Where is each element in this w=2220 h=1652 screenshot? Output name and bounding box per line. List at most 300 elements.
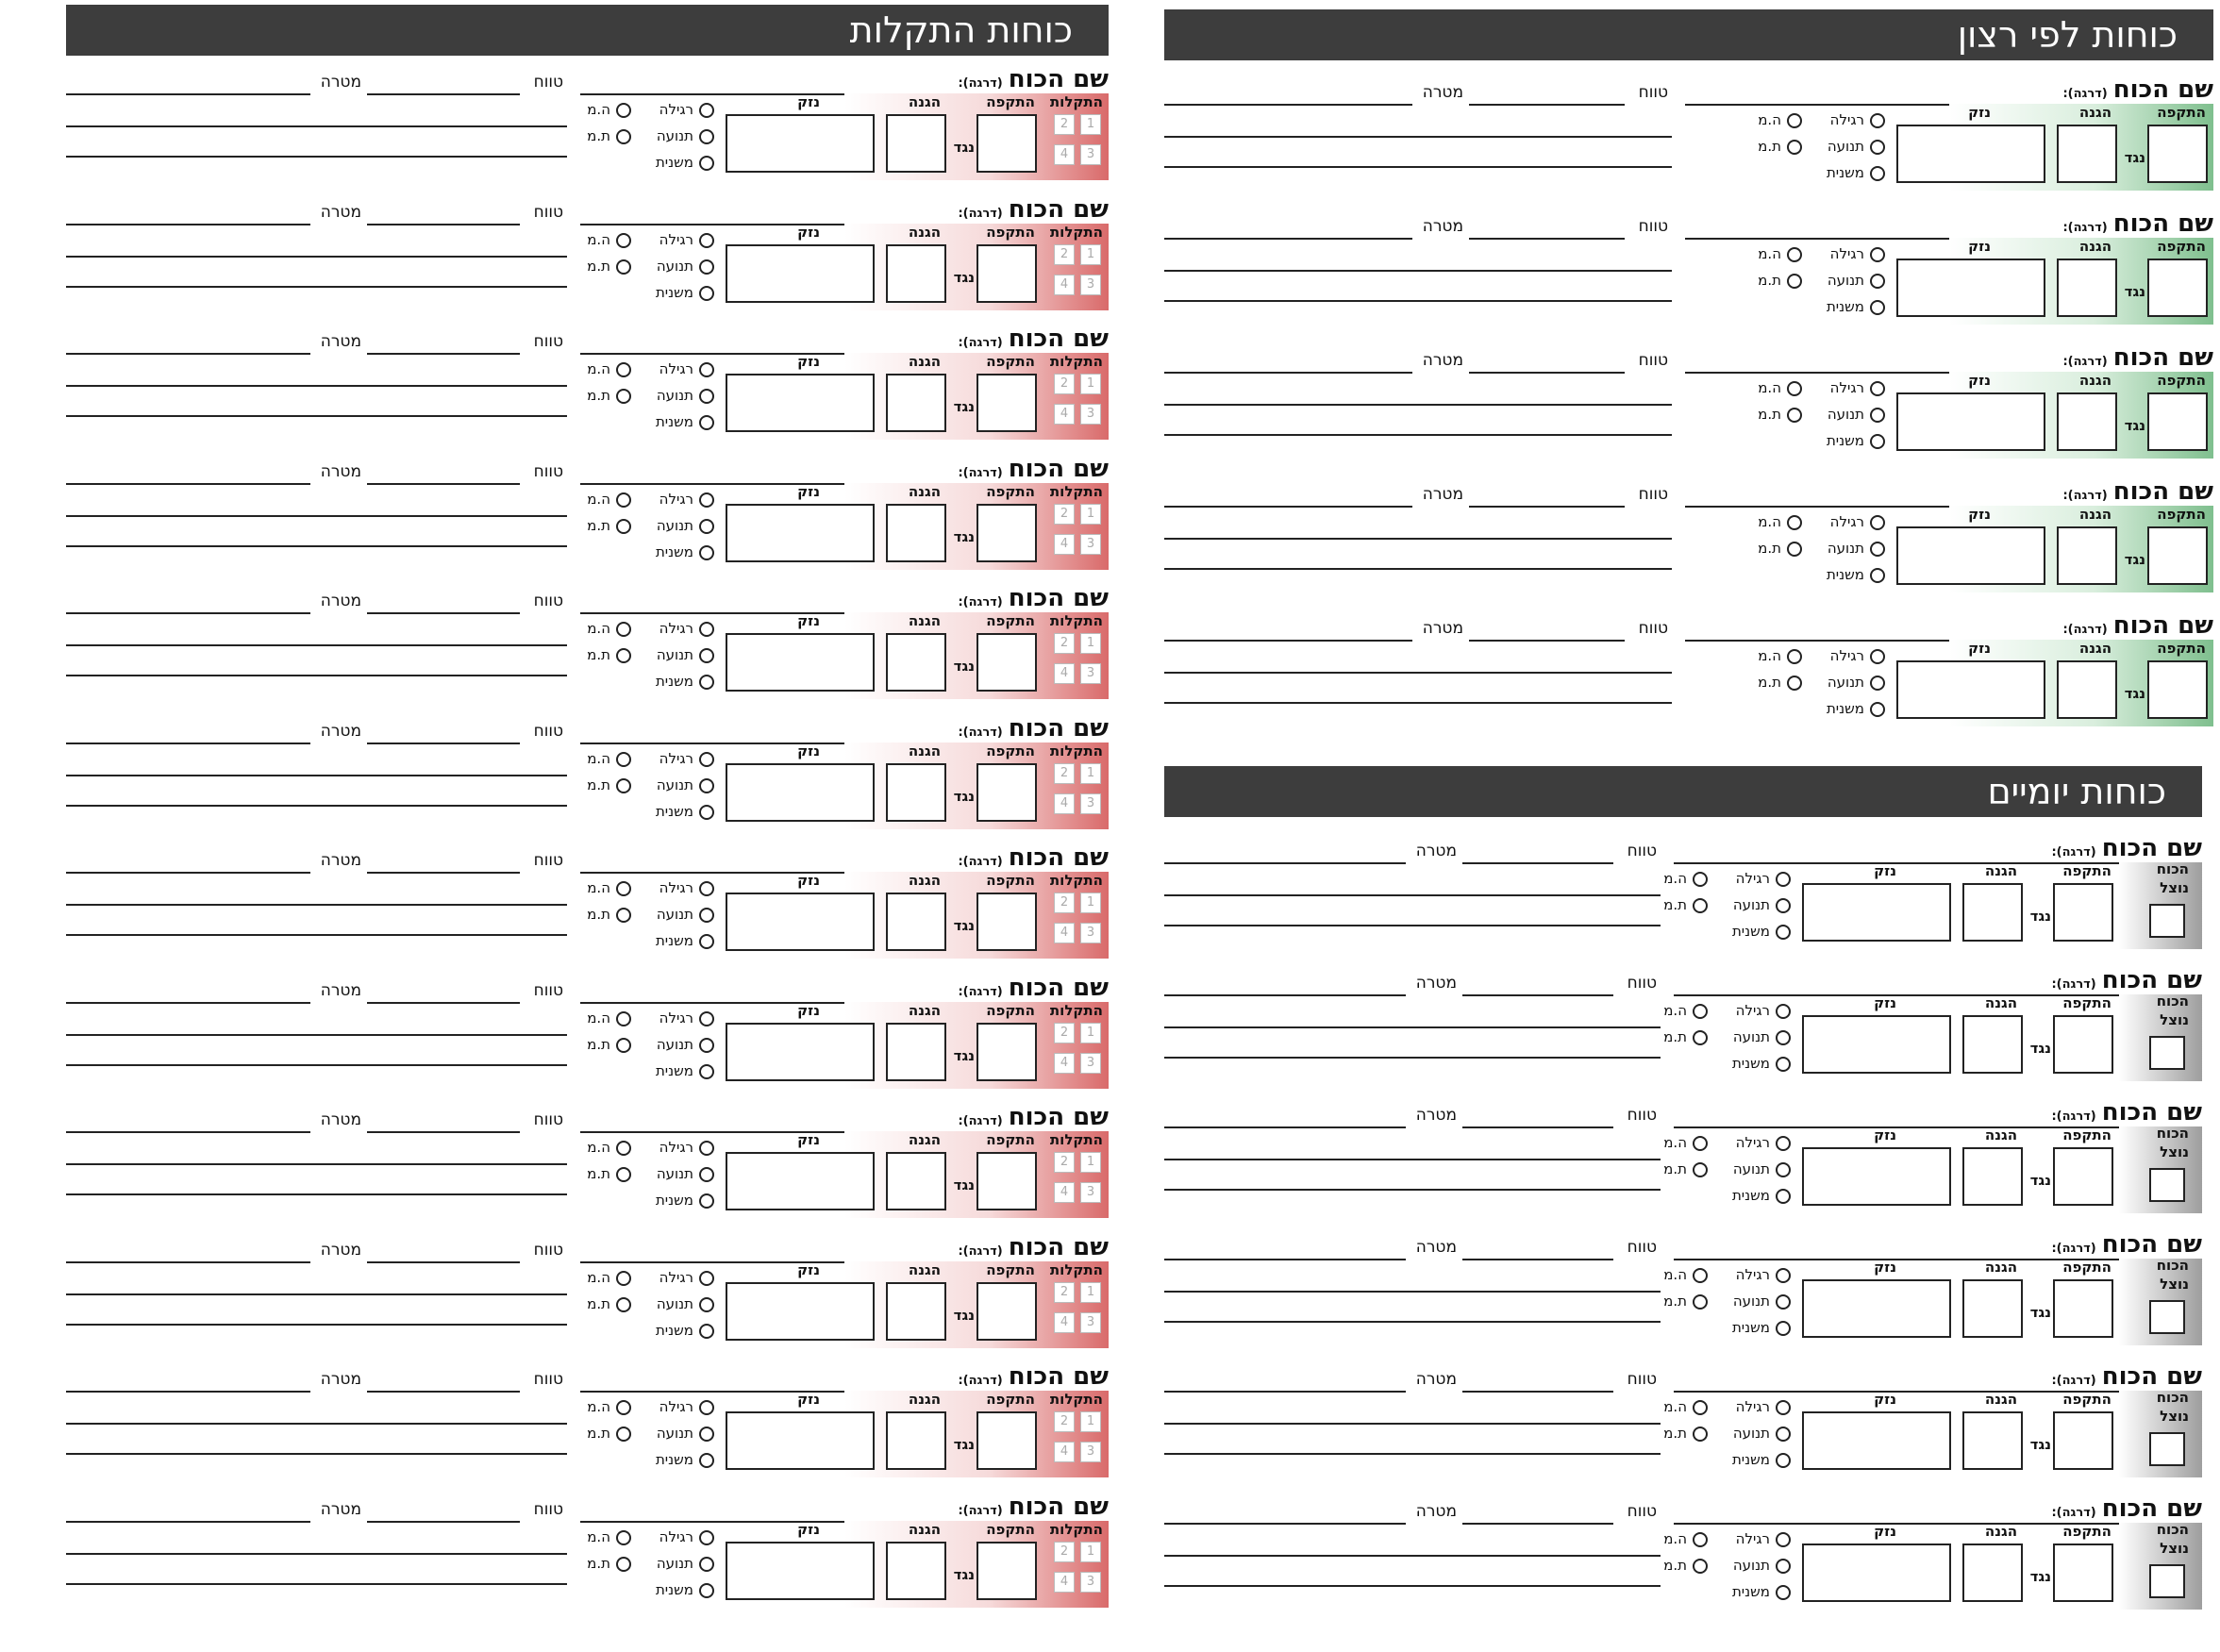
power-name-field[interactable] xyxy=(1685,477,2213,508)
use-checkbox[interactable]: 2 xyxy=(1054,1152,1075,1173)
action-standard-radio[interactable] xyxy=(1693,872,1708,887)
range-field[interactable] xyxy=(367,457,520,485)
action-standard-radio[interactable] xyxy=(1787,113,1802,128)
action-minor-abbr-radio[interactable] xyxy=(1787,542,1802,557)
effect-line[interactable] xyxy=(1164,1057,1661,1059)
action-minor-radio[interactable] xyxy=(699,415,714,430)
action-move-radio[interactable] xyxy=(699,1427,714,1442)
action-minor-radio[interactable] xyxy=(1776,1321,1791,1336)
action-minor-radio[interactable] xyxy=(699,1583,714,1598)
power-name-field[interactable] xyxy=(580,1362,1109,1393)
effect-line[interactable] xyxy=(66,1553,567,1555)
use-checkbox[interactable]: 3 xyxy=(1080,923,1101,943)
action-move-radio[interactable] xyxy=(1870,274,1885,289)
action-regular-radio[interactable] xyxy=(699,492,714,508)
damage-box[interactable] xyxy=(1802,1544,1951,1602)
target-field[interactable] xyxy=(1164,1496,1406,1525)
action-regular-radio[interactable] xyxy=(1776,1136,1791,1151)
attack-box[interactable] xyxy=(2053,1147,2113,1206)
defense-box[interactable] xyxy=(2057,259,2117,317)
damage-box[interactable] xyxy=(1802,883,1951,942)
use-checkbox[interactable]: 2 xyxy=(1054,504,1075,525)
effect-line[interactable] xyxy=(1164,702,1672,704)
action-standard-radio[interactable] xyxy=(616,492,631,508)
power-used-checkbox[interactable] xyxy=(2149,1036,2185,1070)
use-checkbox[interactable]: 3 xyxy=(1080,1442,1101,1462)
range-field[interactable] xyxy=(367,716,520,744)
power-used-checkbox[interactable] xyxy=(2149,1168,2185,1202)
effect-line[interactable] xyxy=(1164,1026,1661,1028)
defense-box[interactable] xyxy=(886,633,946,692)
action-move-radio[interactable] xyxy=(1870,676,1885,691)
defense-box[interactable] xyxy=(886,1023,946,1081)
action-minor-radio[interactable] xyxy=(1776,925,1791,940)
use-checkbox[interactable]: 1 xyxy=(1080,1023,1101,1043)
range-field[interactable] xyxy=(1462,1364,1613,1393)
range-field[interactable] xyxy=(367,197,520,225)
use-checkbox[interactable]: 4 xyxy=(1054,1053,1075,1074)
action-regular-radio[interactable] xyxy=(699,622,714,637)
use-checkbox[interactable]: 3 xyxy=(1080,1053,1101,1074)
action-minor-abbr-radio[interactable] xyxy=(616,648,631,663)
power-name-field[interactable] xyxy=(1674,1494,2202,1525)
action-minor-radio[interactable] xyxy=(1776,1189,1791,1204)
action-minor-radio[interactable] xyxy=(1776,1057,1791,1072)
target-field[interactable] xyxy=(1164,211,1412,240)
use-checkbox[interactable]: 2 xyxy=(1054,893,1075,913)
range-field[interactable] xyxy=(367,1105,520,1133)
action-regular-radio[interactable] xyxy=(1776,1268,1791,1283)
action-move-radio[interactable] xyxy=(699,259,714,275)
use-checkbox[interactable]: 3 xyxy=(1080,404,1101,425)
effect-line[interactable] xyxy=(1164,1189,1661,1191)
action-regular-radio[interactable] xyxy=(699,1400,714,1415)
effect-line[interactable] xyxy=(66,1453,567,1455)
range-field[interactable] xyxy=(1469,613,1625,642)
effect-line[interactable] xyxy=(1164,1555,1661,1557)
target-field[interactable] xyxy=(66,976,310,1004)
action-move-radio[interactable] xyxy=(699,1297,714,1312)
action-minor-abbr-radio[interactable] xyxy=(1693,1162,1708,1177)
target-field[interactable] xyxy=(66,845,310,874)
use-checkbox[interactable]: 3 xyxy=(1080,1182,1101,1203)
effect-line[interactable] xyxy=(1164,894,1661,896)
power-name-field[interactable] xyxy=(1674,1098,2202,1128)
action-minor-abbr-radio[interactable] xyxy=(616,1427,631,1442)
defense-box[interactable] xyxy=(886,893,946,951)
action-regular-radio[interactable] xyxy=(699,1530,714,1545)
defense-box[interactable] xyxy=(886,374,946,432)
defense-box[interactable] xyxy=(2057,660,2117,719)
action-standard-radio[interactable] xyxy=(616,1530,631,1545)
effect-line[interactable] xyxy=(66,256,567,258)
action-move-radio[interactable] xyxy=(699,129,714,144)
effect-line[interactable] xyxy=(66,675,567,676)
defense-box[interactable] xyxy=(1962,1147,2023,1206)
attack-box[interactable] xyxy=(976,374,1037,432)
action-regular-radio[interactable] xyxy=(1776,1532,1791,1547)
target-field[interactable] xyxy=(66,586,310,614)
attack-box[interactable] xyxy=(2147,125,2208,183)
effect-line[interactable] xyxy=(66,934,567,936)
effect-line[interactable] xyxy=(66,286,567,288)
action-minor-abbr-radio[interactable] xyxy=(616,519,631,534)
power-name-field[interactable] xyxy=(580,714,1109,744)
effect-line[interactable] xyxy=(1164,1423,1661,1425)
power-name-field[interactable] xyxy=(580,1103,1109,1133)
effect-line[interactable] xyxy=(1164,136,1672,138)
damage-box[interactable] xyxy=(1802,1411,1951,1470)
action-regular-radio[interactable] xyxy=(1870,113,1885,128)
target-field[interactable] xyxy=(66,197,310,225)
use-checkbox[interactable]: 4 xyxy=(1054,1312,1075,1333)
action-regular-radio[interactable] xyxy=(699,362,714,377)
attack-box[interactable] xyxy=(976,114,1037,173)
target-field[interactable] xyxy=(66,1364,310,1393)
damage-box[interactable] xyxy=(726,114,875,173)
use-checkbox[interactable]: 4 xyxy=(1054,534,1075,555)
damage-box[interactable] xyxy=(1802,1015,1951,1074)
action-regular-radio[interactable] xyxy=(1870,381,1885,396)
action-minor-radio[interactable] xyxy=(1870,434,1885,449)
target-field[interactable] xyxy=(1164,1100,1406,1128)
action-standard-radio[interactable] xyxy=(1787,515,1802,530)
use-checkbox[interactable]: 4 xyxy=(1054,404,1075,425)
damage-box[interactable] xyxy=(1896,259,2045,317)
target-field[interactable] xyxy=(1164,613,1412,642)
damage-box[interactable] xyxy=(726,244,875,303)
action-standard-radio[interactable] xyxy=(1693,1532,1708,1547)
use-checkbox[interactable]: 2 xyxy=(1054,763,1075,784)
range-field[interactable] xyxy=(367,976,520,1004)
use-checkbox[interactable]: 4 xyxy=(1054,1442,1075,1462)
action-standard-radio[interactable] xyxy=(1693,1004,1708,1019)
action-regular-radio[interactable] xyxy=(1776,872,1791,887)
action-standard-radio[interactable] xyxy=(616,233,631,248)
action-standard-radio[interactable] xyxy=(616,622,631,637)
target-field[interactable] xyxy=(1164,1232,1406,1260)
effect-line[interactable] xyxy=(66,1293,567,1295)
damage-box[interactable] xyxy=(726,1152,875,1210)
action-minor-radio[interactable] xyxy=(1870,300,1885,315)
action-move-radio[interactable] xyxy=(1776,1559,1791,1574)
power-name-field[interactable] xyxy=(580,584,1109,614)
damage-box[interactable] xyxy=(726,893,875,951)
use-checkbox[interactable]: 1 xyxy=(1080,114,1101,135)
effect-line[interactable] xyxy=(66,1324,567,1326)
attack-box[interactable] xyxy=(976,1542,1037,1600)
action-move-radio[interactable] xyxy=(699,1167,714,1182)
target-field[interactable] xyxy=(1164,836,1406,864)
attack-box[interactable] xyxy=(2147,392,2208,451)
action-minor-abbr-radio[interactable] xyxy=(1787,676,1802,691)
power-name-field[interactable] xyxy=(580,974,1109,1004)
action-move-radio[interactable] xyxy=(1776,1030,1791,1045)
action-minor-radio[interactable] xyxy=(699,1324,714,1339)
power-name-field[interactable] xyxy=(1674,1362,2202,1393)
attack-box[interactable] xyxy=(976,244,1037,303)
attack-box[interactable] xyxy=(2053,883,2113,942)
target-field[interactable] xyxy=(66,457,310,485)
use-checkbox[interactable]: 1 xyxy=(1080,504,1101,525)
use-checkbox[interactable]: 4 xyxy=(1054,793,1075,814)
action-standard-radio[interactable] xyxy=(616,1271,631,1286)
use-checkbox[interactable]: 4 xyxy=(1054,1182,1075,1203)
action-minor-abbr-radio[interactable] xyxy=(1787,140,1802,155)
use-checkbox[interactable]: 2 xyxy=(1054,1023,1075,1043)
target-field[interactable] xyxy=(66,67,310,95)
damage-box[interactable] xyxy=(1896,660,2045,719)
action-regular-radio[interactable] xyxy=(1870,649,1885,664)
range-field[interactable] xyxy=(1469,479,1625,508)
action-minor-abbr-radio[interactable] xyxy=(1693,1030,1708,1045)
effect-line[interactable] xyxy=(66,1583,567,1585)
use-checkbox[interactable]: 4 xyxy=(1054,923,1075,943)
use-checkbox[interactable]: 3 xyxy=(1080,1572,1101,1593)
action-regular-radio[interactable] xyxy=(699,1141,714,1156)
target-field[interactable] xyxy=(66,1105,310,1133)
defense-box[interactable] xyxy=(2057,392,2117,451)
use-checkbox[interactable]: 3 xyxy=(1080,663,1101,684)
use-checkbox[interactable]: 2 xyxy=(1054,1542,1075,1562)
action-move-radio[interactable] xyxy=(699,519,714,534)
attack-box[interactable] xyxy=(2053,1015,2113,1074)
range-field[interactable] xyxy=(1462,1496,1613,1525)
damage-box[interactable] xyxy=(726,1282,875,1341)
use-checkbox[interactable]: 4 xyxy=(1054,144,1075,165)
power-name-field[interactable] xyxy=(1685,209,2213,240)
target-field[interactable] xyxy=(66,326,310,355)
defense-box[interactable] xyxy=(886,114,946,173)
effect-line[interactable] xyxy=(1164,538,1672,540)
use-checkbox[interactable]: 3 xyxy=(1080,534,1101,555)
use-checkbox[interactable]: 2 xyxy=(1054,244,1075,265)
effect-line[interactable] xyxy=(66,775,567,776)
attack-box[interactable] xyxy=(2147,259,2208,317)
defense-box[interactable] xyxy=(1962,883,2023,942)
attack-box[interactable] xyxy=(2053,1411,2113,1470)
action-move-radio[interactable] xyxy=(699,389,714,404)
use-checkbox[interactable]: 2 xyxy=(1054,374,1075,394)
use-checkbox[interactable]: 2 xyxy=(1054,1411,1075,1432)
action-minor-abbr-radio[interactable] xyxy=(616,778,631,793)
effect-line[interactable] xyxy=(1164,1159,1661,1160)
use-checkbox[interactable]: 3 xyxy=(1080,275,1101,295)
power-name-field[interactable] xyxy=(580,1233,1109,1263)
action-minor-abbr-radio[interactable] xyxy=(1693,1559,1708,1574)
range-field[interactable] xyxy=(367,67,520,95)
action-standard-radio[interactable] xyxy=(1787,381,1802,396)
target-field[interactable] xyxy=(1164,345,1412,374)
use-checkbox[interactable]: 1 xyxy=(1080,763,1101,784)
range-field[interactable] xyxy=(367,1364,520,1393)
action-standard-radio[interactable] xyxy=(1787,247,1802,262)
action-standard-radio[interactable] xyxy=(1693,1268,1708,1283)
action-minor-radio[interactable] xyxy=(699,1193,714,1209)
attack-box[interactable] xyxy=(976,1023,1037,1081)
range-field[interactable] xyxy=(367,586,520,614)
action-minor-abbr-radio[interactable] xyxy=(616,1297,631,1312)
action-minor-abbr-radio[interactable] xyxy=(1693,898,1708,913)
power-used-checkbox[interactable] xyxy=(2149,904,2185,938)
action-minor-abbr-radio[interactable] xyxy=(616,389,631,404)
damage-box[interactable] xyxy=(726,1542,875,1600)
use-checkbox[interactable]: 1 xyxy=(1080,244,1101,265)
use-checkbox[interactable]: 2 xyxy=(1054,633,1075,654)
effect-line[interactable] xyxy=(66,1193,567,1195)
action-minor-radio[interactable] xyxy=(1870,568,1885,583)
action-minor-radio[interactable] xyxy=(699,675,714,690)
attack-box[interactable] xyxy=(976,633,1037,692)
effect-line[interactable] xyxy=(1164,434,1672,436)
action-regular-radio[interactable] xyxy=(1776,1004,1791,1019)
target-field[interactable] xyxy=(66,1494,310,1523)
power-used-checkbox[interactable] xyxy=(2149,1300,2185,1334)
range-field[interactable] xyxy=(367,1235,520,1263)
power-name-field[interactable] xyxy=(1674,966,2202,996)
action-minor-abbr-radio[interactable] xyxy=(616,1167,631,1182)
action-standard-radio[interactable] xyxy=(616,1011,631,1026)
effect-line[interactable] xyxy=(66,644,567,646)
use-checkbox[interactable]: 3 xyxy=(1080,793,1101,814)
attack-box[interactable] xyxy=(976,1282,1037,1341)
defense-box[interactable] xyxy=(886,1411,946,1470)
attack-box[interactable] xyxy=(976,1411,1037,1470)
action-move-radio[interactable] xyxy=(1870,140,1885,155)
power-name-field[interactable] xyxy=(1685,75,2213,106)
target-field[interactable] xyxy=(66,1235,310,1263)
action-move-radio[interactable] xyxy=(699,648,714,663)
action-minor-radio[interactable] xyxy=(1870,702,1885,717)
action-minor-abbr-radio[interactable] xyxy=(616,129,631,144)
defense-box[interactable] xyxy=(886,1542,946,1600)
damage-box[interactable] xyxy=(1896,392,2045,451)
power-used-checkbox[interactable] xyxy=(2149,1564,2185,1598)
action-regular-radio[interactable] xyxy=(699,1271,714,1286)
damage-box[interactable] xyxy=(1896,526,2045,585)
action-standard-radio[interactable] xyxy=(616,103,631,118)
effect-line[interactable] xyxy=(66,904,567,906)
defense-box[interactable] xyxy=(886,504,946,562)
effect-line[interactable] xyxy=(1164,166,1672,168)
attack-box[interactable] xyxy=(2147,526,2208,585)
defense-box[interactable] xyxy=(886,244,946,303)
damage-box[interactable] xyxy=(1896,125,2045,183)
power-name-field[interactable] xyxy=(580,455,1109,485)
action-minor-abbr-radio[interactable] xyxy=(616,1557,631,1572)
effect-line[interactable] xyxy=(66,805,567,807)
use-checkbox[interactable]: 1 xyxy=(1080,1542,1101,1562)
action-minor-radio[interactable] xyxy=(1776,1585,1791,1600)
effect-line[interactable] xyxy=(1164,1453,1661,1455)
attack-box[interactable] xyxy=(2053,1279,2113,1338)
action-minor-radio[interactable] xyxy=(699,286,714,301)
action-minor-radio[interactable] xyxy=(1870,166,1885,181)
range-field[interactable] xyxy=(1469,345,1625,374)
use-checkbox[interactable]: 2 xyxy=(1054,1282,1075,1303)
action-move-radio[interactable] xyxy=(699,778,714,793)
power-name-field[interactable] xyxy=(580,1493,1109,1523)
effect-line[interactable] xyxy=(1164,1321,1661,1323)
action-standard-radio[interactable] xyxy=(616,1400,631,1415)
use-checkbox[interactable]: 1 xyxy=(1080,1152,1101,1173)
power-name-field[interactable] xyxy=(580,843,1109,874)
action-standard-radio[interactable] xyxy=(1693,1136,1708,1151)
power-name-field[interactable] xyxy=(1674,834,2202,864)
use-checkbox[interactable]: 4 xyxy=(1054,663,1075,684)
target-field[interactable] xyxy=(1164,968,1406,996)
action-minor-radio[interactable] xyxy=(699,805,714,820)
effect-line[interactable] xyxy=(66,125,567,127)
action-minor-radio[interactable] xyxy=(699,156,714,171)
action-move-radio[interactable] xyxy=(699,1038,714,1053)
action-move-radio[interactable] xyxy=(1870,408,1885,423)
defense-box[interactable] xyxy=(2057,125,2117,183)
action-regular-radio[interactable] xyxy=(699,881,714,896)
power-used-checkbox[interactable] xyxy=(2149,1432,2185,1466)
action-minor-radio[interactable] xyxy=(699,545,714,560)
action-move-radio[interactable] xyxy=(699,908,714,923)
action-regular-radio[interactable] xyxy=(1870,515,1885,530)
effect-line[interactable] xyxy=(1164,1585,1661,1587)
damage-box[interactable] xyxy=(726,633,875,692)
use-checkbox[interactable]: 1 xyxy=(1080,633,1101,654)
damage-box[interactable] xyxy=(1802,1147,1951,1206)
action-standard-radio[interactable] xyxy=(616,881,631,896)
effect-line[interactable] xyxy=(1164,300,1672,302)
target-field[interactable] xyxy=(1164,77,1412,106)
action-minor-radio[interactable] xyxy=(1776,1453,1791,1468)
action-regular-radio[interactable] xyxy=(699,752,714,767)
effect-line[interactable] xyxy=(66,385,567,387)
effect-line[interactable] xyxy=(1164,270,1672,272)
attack-box[interactable] xyxy=(976,504,1037,562)
damage-box[interactable] xyxy=(726,763,875,822)
use-checkbox[interactable]: 3 xyxy=(1080,1312,1101,1333)
use-checkbox[interactable]: 2 xyxy=(1054,114,1075,135)
damage-box[interactable] xyxy=(726,504,875,562)
damage-box[interactable] xyxy=(1802,1279,1951,1338)
target-field[interactable] xyxy=(1164,479,1412,508)
use-checkbox[interactable]: 1 xyxy=(1080,1282,1101,1303)
use-checkbox[interactable]: 4 xyxy=(1054,1572,1075,1593)
action-standard-radio[interactable] xyxy=(616,1141,631,1156)
use-checkbox[interactable]: 3 xyxy=(1080,144,1101,165)
power-name-field[interactable] xyxy=(1685,343,2213,374)
action-minor-abbr-radio[interactable] xyxy=(1787,274,1802,289)
action-minor-abbr-radio[interactable] xyxy=(616,259,631,275)
power-name-field[interactable] xyxy=(1674,1230,2202,1260)
action-move-radio[interactable] xyxy=(1776,1294,1791,1310)
action-regular-radio[interactable] xyxy=(699,103,714,118)
use-checkbox[interactable]: 1 xyxy=(1080,1411,1101,1432)
defense-box[interactable] xyxy=(1962,1544,2023,1602)
range-field[interactable] xyxy=(1462,1100,1613,1128)
action-move-radio[interactable] xyxy=(1776,1162,1791,1177)
action-minor-abbr-radio[interactable] xyxy=(1787,408,1802,423)
range-field[interactable] xyxy=(367,845,520,874)
action-minor-radio[interactable] xyxy=(699,1453,714,1468)
damage-box[interactable] xyxy=(726,1411,875,1470)
action-regular-radio[interactable] xyxy=(1870,247,1885,262)
range-field[interactable] xyxy=(1462,836,1613,864)
defense-box[interactable] xyxy=(2057,526,2117,585)
effect-line[interactable] xyxy=(66,1064,567,1066)
action-move-radio[interactable] xyxy=(699,1557,714,1572)
defense-box[interactable] xyxy=(886,1152,946,1210)
power-name-field[interactable] xyxy=(580,195,1109,225)
effect-line[interactable] xyxy=(66,545,567,547)
